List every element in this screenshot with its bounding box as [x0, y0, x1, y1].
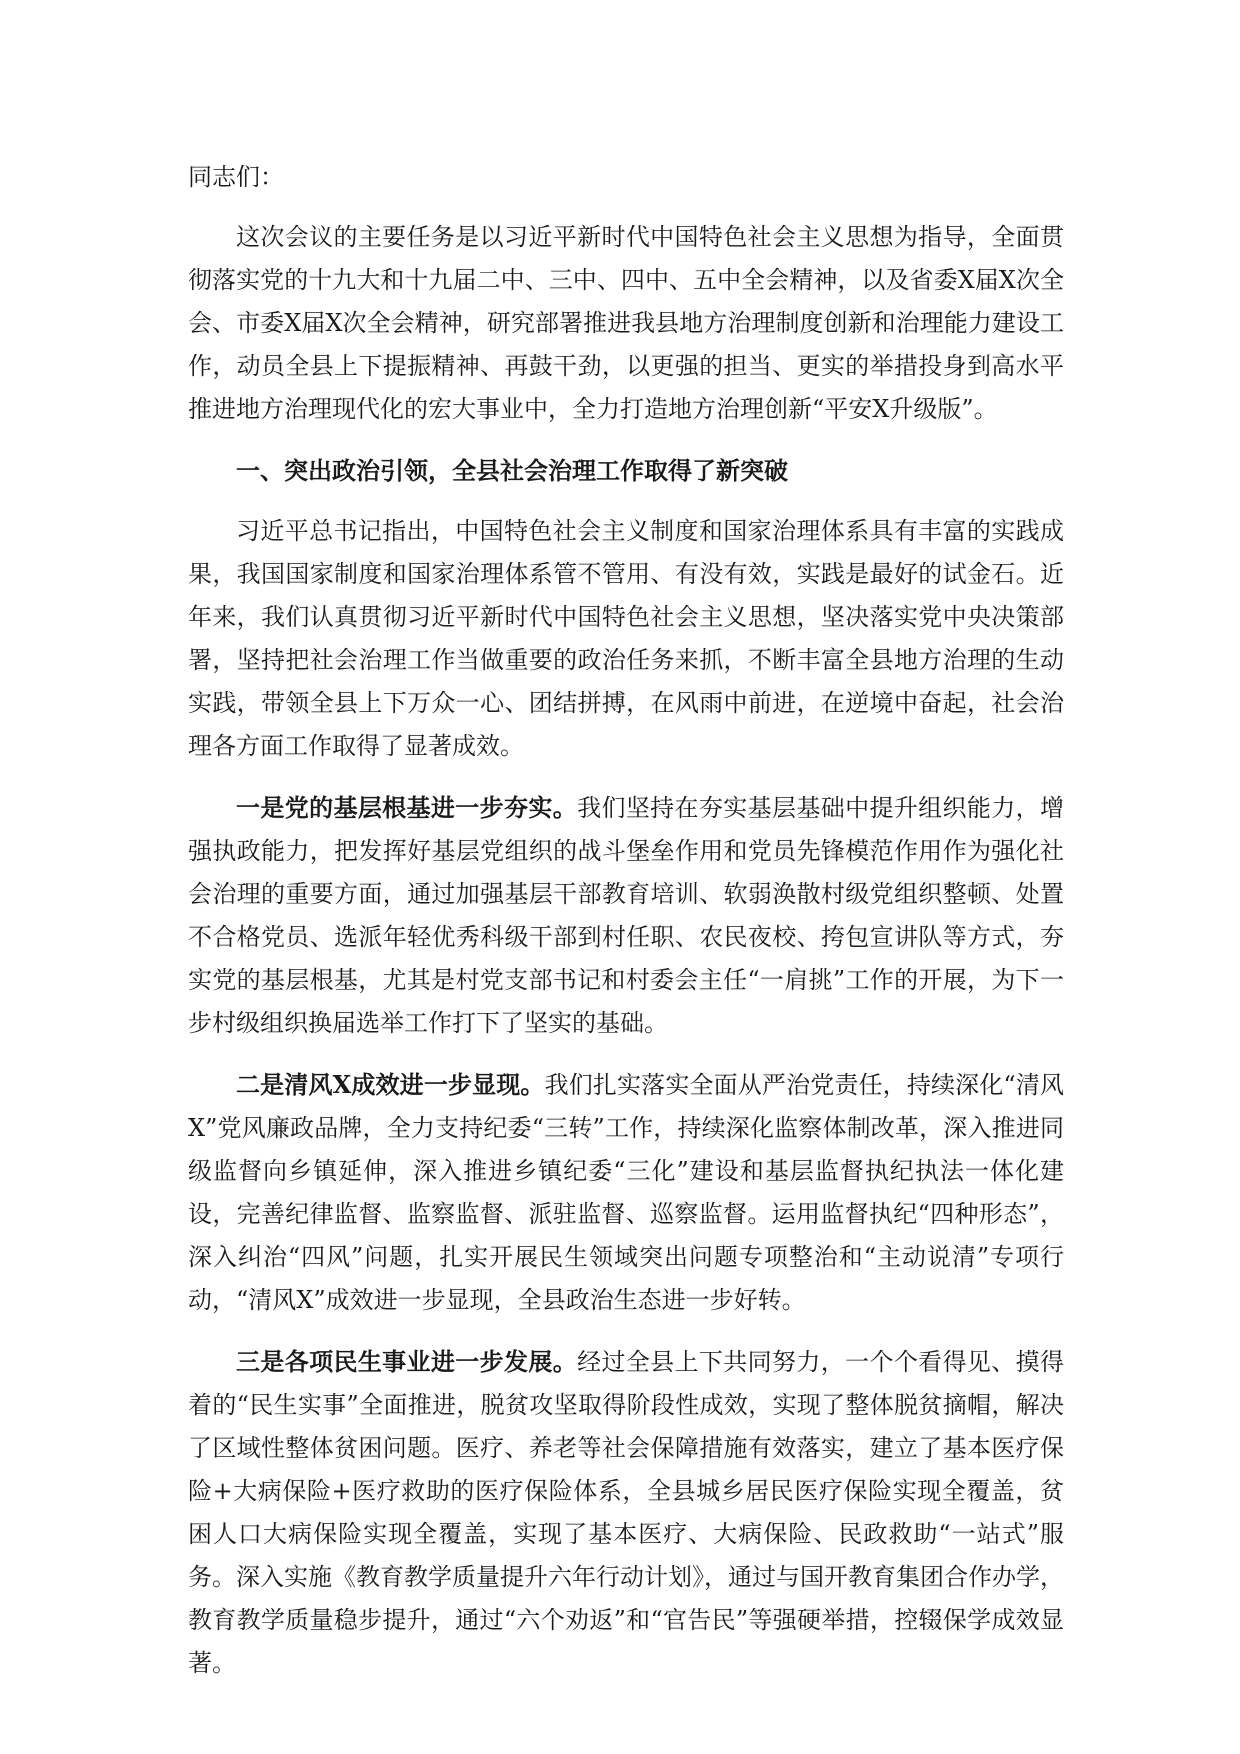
document-page — [188, 156, 1064, 1703]
point-paragraph-1 — [188, 786, 1064, 1045]
point-paragraph-3 — [188, 1340, 1064, 1685]
intro-paragraph: 这次会议的主要任务是以习近平新时代中国特色社会主义思想为指导，全面贯彻落实党的十九大和十九届二中、三中、四中、五中全会精神，以及省委X届X次全会、市委X届X次全会精神，研究部署推进我县地方治理制度创新和治理能力建设工作，动员全县上下提振精神、再鼓干劲，以更强的担当、更实的举措投身到高水平推进地方治理现代化的宏大事业中，全力打造地方治理创新“平安X升级版”。 — [188, 223, 1064, 423]
section-heading: 一、突出政治引领，全县社会治理工作取得了新突破 — [236, 456, 788, 485]
point-paragraph-2 — [188, 1063, 1064, 1322]
point-text-1: 我们坚持在夯实基层基础中提升组织能力，增强执政能力，把发挥好基层党组织的战斗堡垒作用和党员先锋模范作用作为强化社会治理的重要方面，通过加强基层干部教育培训、软弱涣散村级党组织整顿、处置不合格党员、选派年轻优秀科级干部到村任职、农民夜校、挎包宣讲队等方式，夯实党的基层根基，尤其是村党支部书记和村委会主任“一肩挑”工作的开展，为下一步村级组织换届选举工作打下了坚实的基础。 — [188, 794, 1065, 1037]
point-text-2: 我们扎实落实全面从严治党责任，持续深化“清风X”党风廉政品牌，全力支持纪委“三转”工作，持续深化监察体制改革，深入推进同级监督向乡镇延伸，深入推进乡镇纪委“三化”建设和基层监督执纪执法一体化建设，完善纪律监督、监察监督、派驻监督、巡察监督。运用监督执纪“四种形态”，深入纠治“四风”问题，扎实开展民生领域突出问题专项整治和“主动说清”专项行动，“清风X”成效进一步显现，全县政治生态进一步好转。 — [188, 1071, 1064, 1314]
point-lead-2: 二是清风X成效进一步显现。 — [236, 1070, 545, 1099]
point-lead-3: 三是各项民生事业进一步发展。 — [236, 1347, 578, 1376]
salutation: 同志们： — [188, 163, 284, 191]
section-intro-paragraph: 习近平总书记指出，中国特色社会主义制度和国家治理体系具有丰富的实践成果，我国国家制度和国家治理体系管不管用、有没有效，实践是最好的试金石。近年来，我们认真贯彻习近平新时代中国特色社会主义思想，坚决落实党中央决策部署，坚持把社会治理工作当做重要的政治任务来抓，不断丰富全县地方治理的生动实践，带领全县上下万众一心、团结拼搏，在风雨中前进，在逆境中奋起，社会治理各方面工作取得了显著成效。 — [188, 517, 1064, 760]
point-text-3: 经过全县上下共同努力，一个个看得见、摸得着的“民生实事”全面推进，脱贫攻坚取得阶段性成效，实现了整体脱贫摘帽，解决了区域性整体贫困问题。医疗、养老等社会保障措施有效落实，建立了基本医疗保险+大病保险+医疗救助的医疗保险体系，全县城乡居民医疗保险实现全覆盖，贫困人口大病保险实现全覆盖，实现了基本医疗、大病保险、民政救助“一站式”服务。深入实施《教育教学质量提升六年行动计划》，通过与国开教育集团合作办学，教育教学质量稳步提升，通过“六个劝返”和“官告民”等强硬举措，控辍保学成效显著。 — [188, 1348, 1065, 1677]
point-lead-1: 一是党的基层根基进一步夯实。 — [236, 793, 578, 822]
